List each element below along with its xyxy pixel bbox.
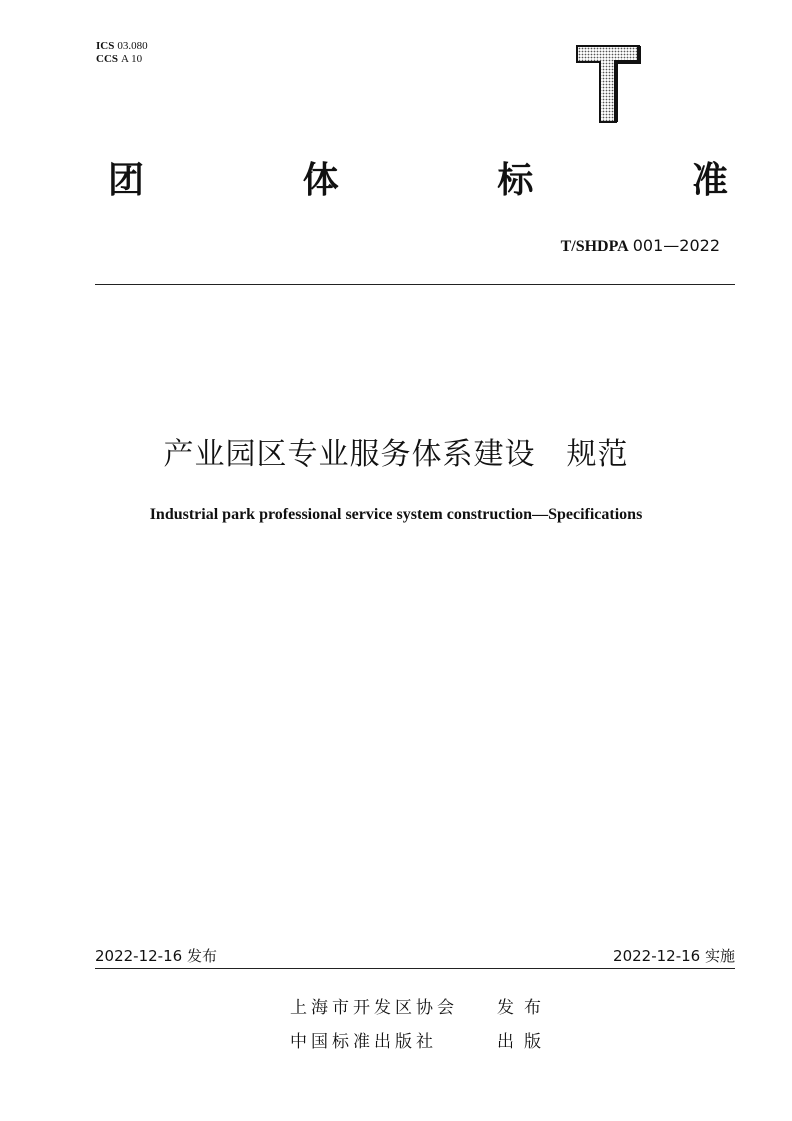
type-char: 体 bbox=[302, 160, 339, 201]
title-english: Industrial park professional service system construction—Specifications bbox=[149, 506, 643, 523]
standard-code: T/SHDPA bbox=[560, 238, 629, 255]
implement-date: 2022-12-16 实施 bbox=[613, 947, 735, 965]
ics-value: 03.080 bbox=[117, 40, 148, 52]
type-char: 团 bbox=[108, 160, 145, 201]
ics-line bbox=[96, 40, 148, 53]
title-chinese: 产业园区专业服务体系建设 规范 bbox=[163, 437, 629, 472]
standard-year-number: 001—2022 bbox=[632, 236, 720, 255]
publisher-action: 发布 bbox=[497, 998, 551, 1018]
ccs-value: A 10 bbox=[121, 53, 143, 65]
footer-divider bbox=[95, 968, 735, 969]
ccs-label: CCS bbox=[96, 53, 119, 65]
type-char: 标 bbox=[497, 160, 534, 201]
type-char: 准 bbox=[691, 160, 728, 201]
classification-block bbox=[96, 40, 148, 66]
ics-label: ICS bbox=[96, 40, 115, 52]
publisher-name: 上海市开发区协会 bbox=[290, 998, 458, 1018]
printer-name: 中国标准出版社 bbox=[290, 1032, 437, 1052]
printer-action: 出版 bbox=[497, 1032, 551, 1052]
standard-number bbox=[561, 236, 720, 256]
header-divider bbox=[95, 284, 735, 285]
ccs-line bbox=[96, 53, 148, 66]
letter-t-logo-icon bbox=[575, 44, 641, 124]
standard-type-title bbox=[108, 158, 728, 204]
issue-date: 2022-12-16 发布 bbox=[95, 947, 217, 965]
